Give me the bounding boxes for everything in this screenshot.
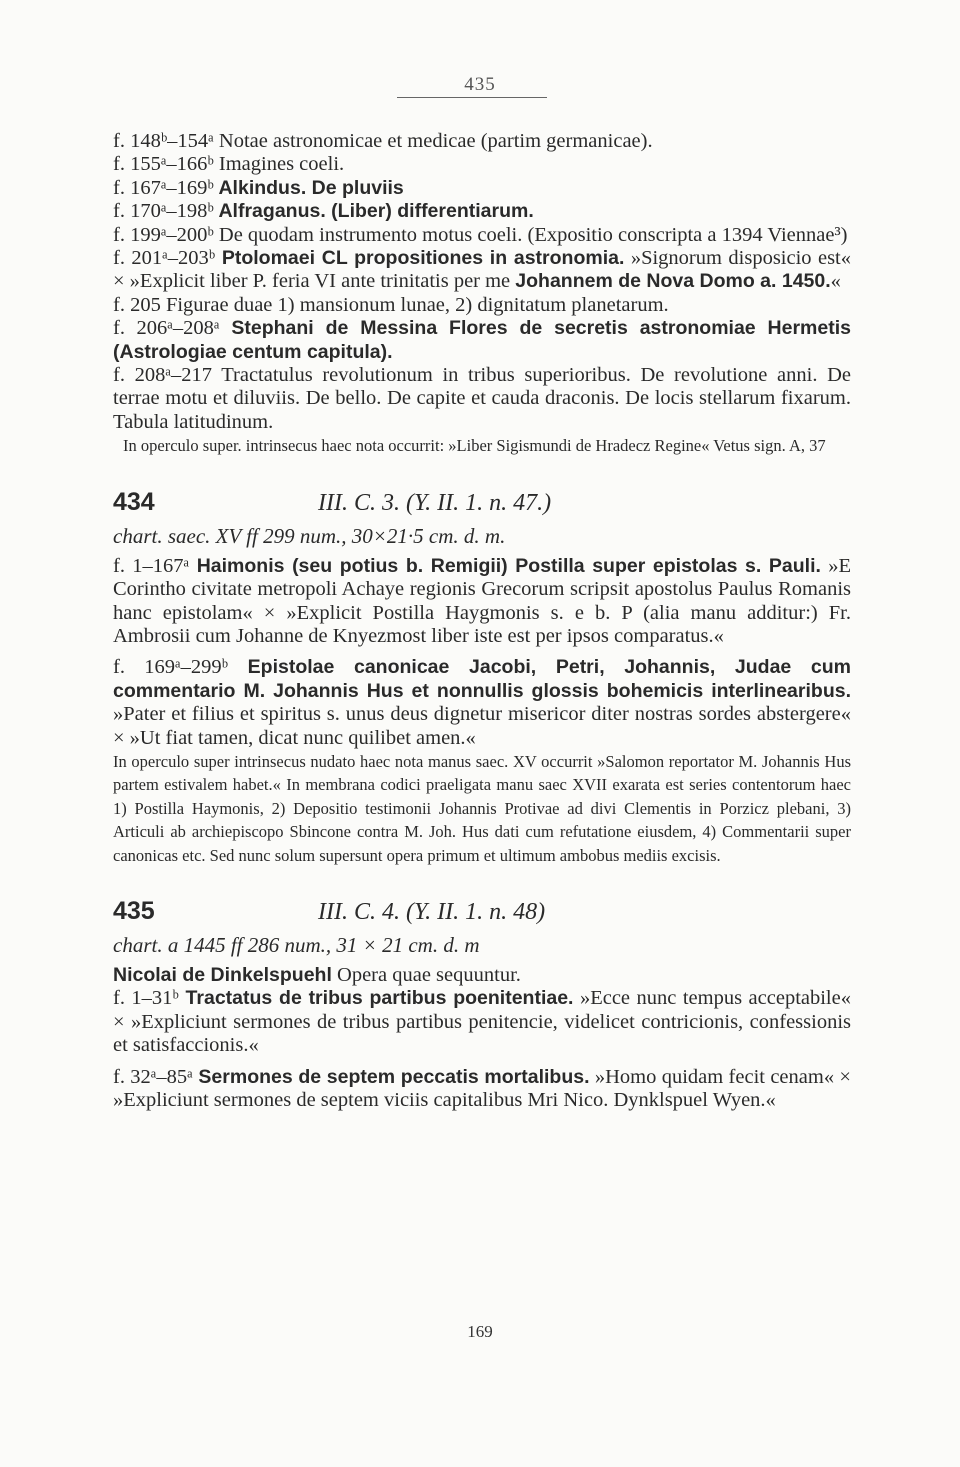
text-column (113, 130, 851, 1112)
ms-435-author-line: Nicolai de Dinkelspuehl Opera quae sequuntur. (113, 963, 521, 986)
page-number: 435 (464, 74, 496, 95)
entry-433-4: f. 170ᵃ–198ᵇ Alfraganus. (Liber) differentiarum. (113, 200, 534, 223)
ms-434-shelfmark: III. C. 3. (Y. II. 1. n. 47.) (318, 489, 552, 516)
ms-435-heading (113, 897, 851, 926)
ms-434-heading (113, 488, 851, 517)
header-rule (397, 97, 547, 98)
ms-435-number: 435 (113, 896, 155, 925)
entry-433-5: f. 199ᵃ–200ᵇ De quodam instrumento motus coeli. (Expositio conscripta a 1394 Viennae³) (113, 223, 848, 246)
entry-433-6: f. 201ᵃ–203ᵇ Ptolomaei CL propositiones in astronomia. »Signorum disposicio est« × »Explicit liber P. feria VI ante trinitatis per me Johannem de Nova Domo a. 1450.« (113, 247, 851, 293)
entry-433-3: f. 167ᵃ–169ᵇ Alkindus. De pluviis (113, 176, 404, 199)
entry-433-1: f. 148ᵇ–154ᵃ Notae astronomicae et medicae (partim germanicae). (113, 130, 653, 152)
entry-433-8: f. 206ᵃ–208ᵃ Stephani de Messina Flores de secretis astronomiae Hermetis (Astrologiae centum capitula). (113, 317, 851, 363)
ms-435-description: chart. a 1445 ff 286 num., 31 × 21 cm. d. m (113, 932, 480, 957)
note-433: In operculo super. intrinsecus haec nota occurrit: »Liber Sigismundi de Hradecz Regine« Vetus sign. A, 37 (123, 436, 826, 456)
ms-435-shelfmark: III. C. 4. (Y. II. 1. n. 48) (318, 898, 546, 925)
ms-434-entry-2: f. 169ᵃ–299ᵇ Epistolae canonicae Jacobi, Petri, Johannis, Judae cum commentario M. Johannis Hus et nonnullis glossis bohemicis interlinearibus. »Pater et filius et spiritus s. unus deus dignetur misericor diter nostras sordes abstergere« × »Ut fiat tamen, dicat nunc quilibet amen.« (113, 656, 851, 749)
ms-434-description: chart. saec. XV ff 299 num., 30×21·5 cm. d. m. (113, 523, 506, 548)
ms-434-number: 434 (113, 487, 155, 516)
ms-434-entry-1: f. 1–167ᵃ Haimonis (seu potius b. Remigii) Postilla super epistolas s. Pauli. »E Corintho civitate metropoli Achaye regionis Grecorum scripsit apostolus Paulus Romanis hanc epistolam« × »Explicit Postilla Haygmonis s. e b. P (alia manu additur:) Fr. Ambrosii cum Johanne de Knyezmost liber iste est per ipsos comparatus.« (113, 554, 851, 647)
ms-435-entry-2: f. 32ᵃ–85ᵃ Sermones de septem peccatis mortalibus. »Homo quidam fecit cenam« × »Expliciunt sermones de septem viciis capitalibus Mri Nico. Dynklspuel Wyen.« (113, 1065, 851, 1111)
folio-number: 169 (467, 1322, 493, 1341)
entry-433-9: f. 208ᵃ–217 Tractatulus revolutionum in tribus superioribus. De revolutione anni. De terrae motu et diluviis. De bello. De capite et cauda draconis. De locis stellarum fixarum. Tabula latitudinum. (113, 364, 851, 433)
entry-433-7: f. 205 Figurae duae 1) mansionum lunae, 2) dignitatum planetarum. (113, 293, 669, 316)
ms-434-note: In operculo super intrinsecus nudato haec nota manus saec. XV occurrit »Salomon reportator M. Johannis Hus partem estivalem habet.« In membrana codici praeligata manu saec XVII exarata est series contentorum haec 1) Postilla Haymonis, 2) Depositio testimonii Johannis Protivae ad divi Clementis in Porzicz plebani, 3) Articuli ab archiepiscopo Sbincone contra M. Joh. Hus dati cum refutatione eiusdem, 4) Commentarii super canonicas etc. Sed nunc solum supersunt opera primum et ultimum ambobus mediis excisis. (113, 751, 851, 865)
entry-433-2: f. 155ᵃ–166ᵇ Imagines coeli. (113, 153, 345, 176)
ms-435-entry-1: f. 1–31ᵇ Tractatus de tribus partibus poenitentiae. »Ecce nunc tempus acceptabile« × »Expliciunt sermones de tribus partibus penitencie, videlicet contricionis, confessionis et satisfaccionis.« (113, 987, 851, 1057)
